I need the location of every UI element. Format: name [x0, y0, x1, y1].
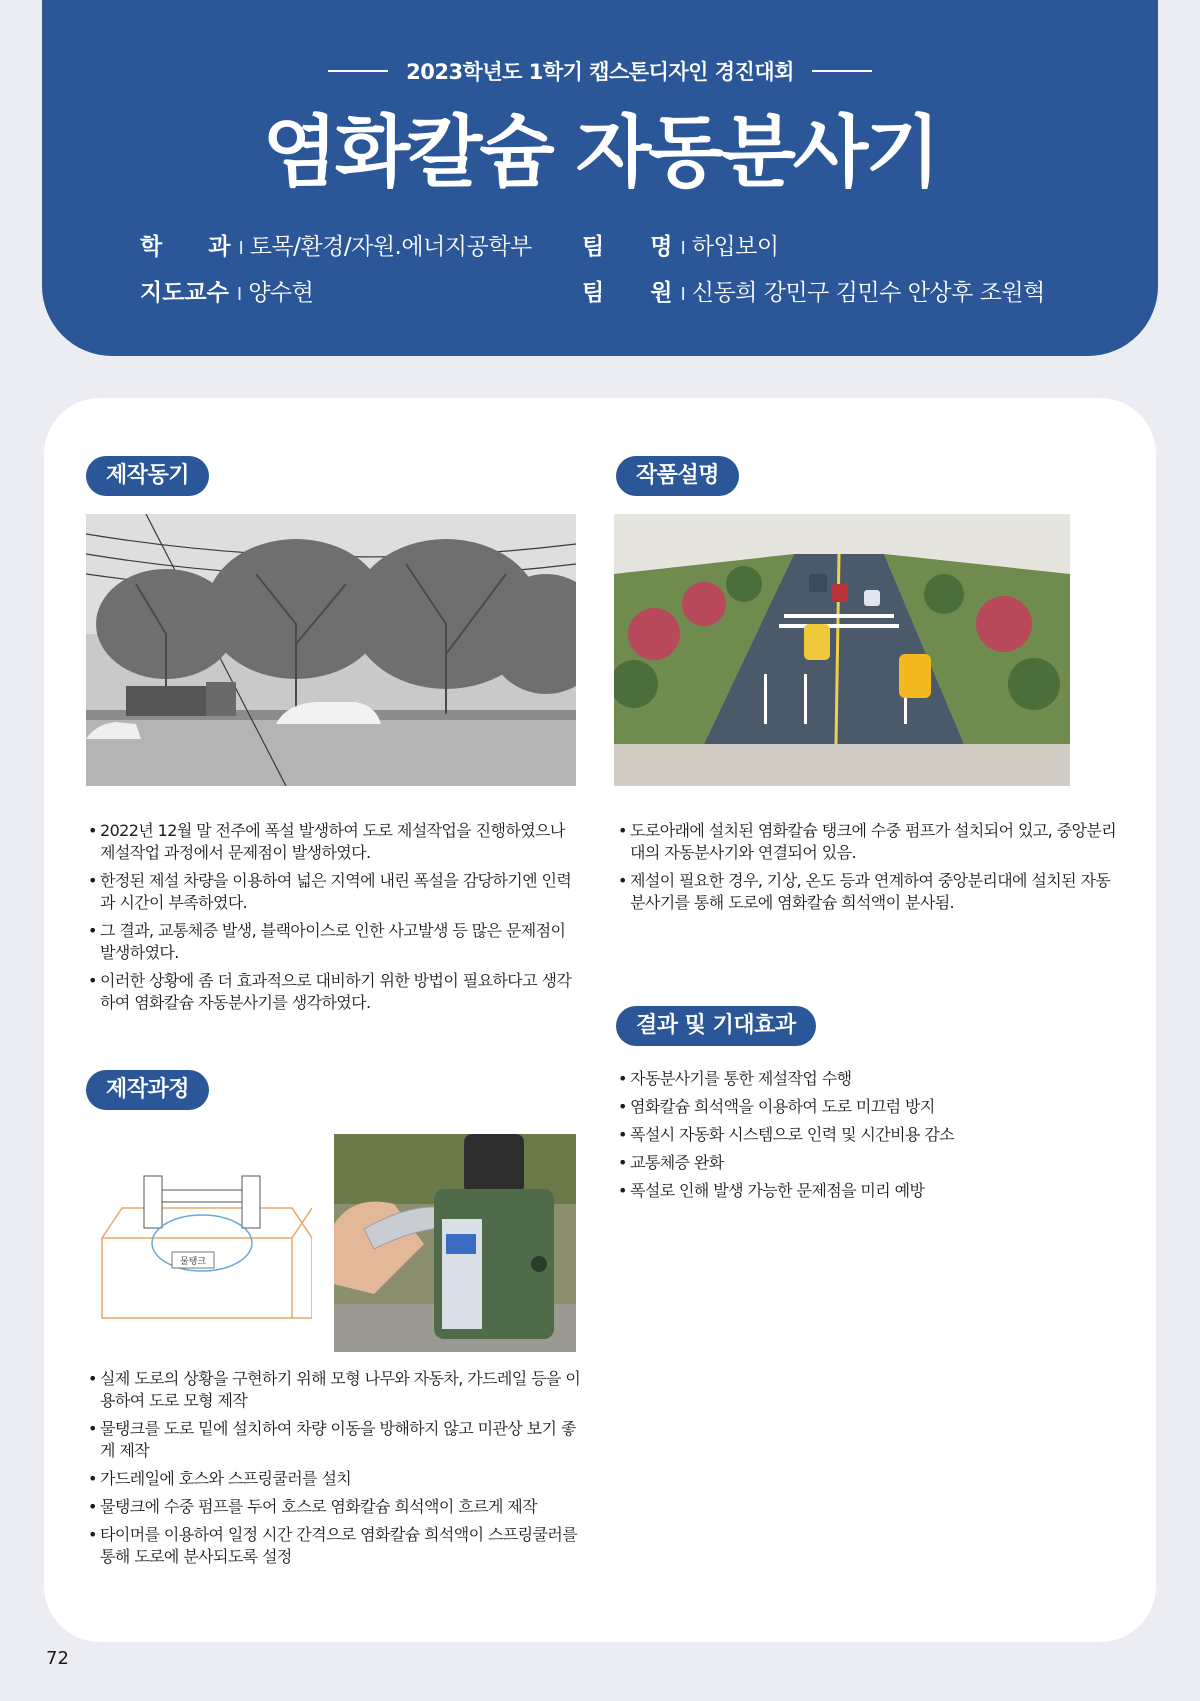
- subtitle-left-rule: [328, 70, 388, 72]
- team-members-label: 팀 원: [582, 280, 673, 306]
- subtitle-right-rule: [812, 70, 872, 72]
- department-info: [140, 228, 532, 261]
- team-name-label: 팀 명: [582, 234, 673, 260]
- list-item: • 물탱크를 도로 밑에 설치하여 차량 이동을 방해하지 않고 미관상 보기 좋게 제작: [88, 1418, 584, 1462]
- list-item: • 제설이 필요한 경우, 기상, 온도 등과 연계하여 중앙분리대에 설치된 자동 분사기를 통해 도로에 염화칼슘 희석액이 분사됨.: [618, 870, 1118, 914]
- list-item: • 타이머를 이용하여 일정 시간 간격으로 염화칼슘 희석액이 스프링쿨러를 통해 도로에 분사되도록 설정: [88, 1524, 584, 1568]
- section-title-results: 결과 및 기대효과: [616, 1006, 816, 1046]
- separator: I: [680, 238, 686, 259]
- separator: I: [680, 284, 686, 305]
- subtitle-row: [42, 56, 1158, 86]
- tank-diagram: [92, 1168, 312, 1328]
- list-item: • 가드레일에 호스와 스프링쿨러를 설치: [88, 1468, 584, 1490]
- snowy-street-photo: [86, 514, 576, 786]
- department-value: 토목/환경/자원.에너지공학부: [249, 234, 532, 260]
- description-bullets: [618, 820, 1118, 920]
- separator: I: [238, 238, 244, 259]
- list-item: • 도로아래에 설치된 염화칼슘 탱크에 수중 펌프가 설치되어 있고, 중앙분리대의 자동분사기와 연결되어 있음.: [618, 820, 1118, 864]
- page-title: 염화칼슘 자동분사기: [262, 108, 938, 198]
- advisor-info: [140, 274, 313, 307]
- section-title-motivation: 제작동기: [86, 456, 209, 496]
- header-banner: [42, 0, 1158, 356]
- section-title-description: 작품설명: [616, 456, 739, 496]
- list-item: • 폭설로 인해 발생 가능한 문제점을 미리 예방: [618, 1180, 1118, 1202]
- separator: I: [236, 284, 243, 305]
- content-card: [44, 398, 1156, 1642]
- motivation-bullets: [88, 820, 584, 1020]
- list-item: • 한정된 제설 차량을 이용하여 넓은 지역에 내린 폭설을 감당하기엔 인력과 시간이 부족하였다.: [88, 870, 584, 914]
- team-members-value: 신동희 강민구 김민수 안상후 조원혁: [691, 280, 1045, 306]
- list-item: • 실제 도로의 상황을 구현하기 위해 모형 나무와 자동차, 가드레일 등을 이용하여 도로 모형 제작: [88, 1368, 584, 1412]
- list-item: • 물탱크에 수중 펌프를 두어 호스로 염화칼슘 희석액이 흐르게 제작: [88, 1496, 584, 1518]
- list-item: • 교통체증 완화: [618, 1152, 1118, 1174]
- team-members-info: [582, 274, 1045, 307]
- event-subtitle: 2023학년도 1학기 캡스톤디자인 경진대회: [406, 60, 794, 84]
- diagram-tank-label: 물탱크: [179, 1257, 207, 1267]
- list-item: • 그 결과, 교통체증 발생, 블랙아이스로 인한 사고발생 등 많은 문제점이 발생하였다.: [88, 920, 584, 964]
- road-model-photo: [614, 514, 1070, 786]
- list-item: • 염화칼슘 희석액을 이용하여 도로 미끄럼 방지: [618, 1096, 1118, 1118]
- list-item: • 이러한 상황에 좀 더 효과적으로 대비하기 위한 방법이 필요하다고 생각하여 염화칼슘 자동분사기를 생각하였다.: [88, 970, 584, 1014]
- list-item: • 자동분사기를 통한 제설작업 수행: [618, 1068, 1118, 1090]
- team-name-info: [582, 228, 779, 261]
- advisor-label: 지도교수: [140, 280, 229, 306]
- list-item: • 폭설시 자동화 시스템으로 인력 및 시간비용 감소: [618, 1124, 1118, 1146]
- results-bullets: [618, 1068, 1118, 1208]
- process-bullets: [88, 1368, 584, 1574]
- advisor-value: 양수현: [248, 280, 314, 306]
- list-item: • 2022년 12월 말 전주에 폭설 발생하여 도로 제설작업을 진행하였으나 제설작업 과정에서 문제점이 발생하였다.: [88, 820, 584, 864]
- pump-photo: [334, 1134, 576, 1352]
- team-name-value: 하입보이: [691, 234, 779, 260]
- section-title-process: 제작과정: [86, 1070, 209, 1110]
- page-number: 72: [46, 1648, 69, 1669]
- department-label: 학 과: [140, 234, 231, 260]
